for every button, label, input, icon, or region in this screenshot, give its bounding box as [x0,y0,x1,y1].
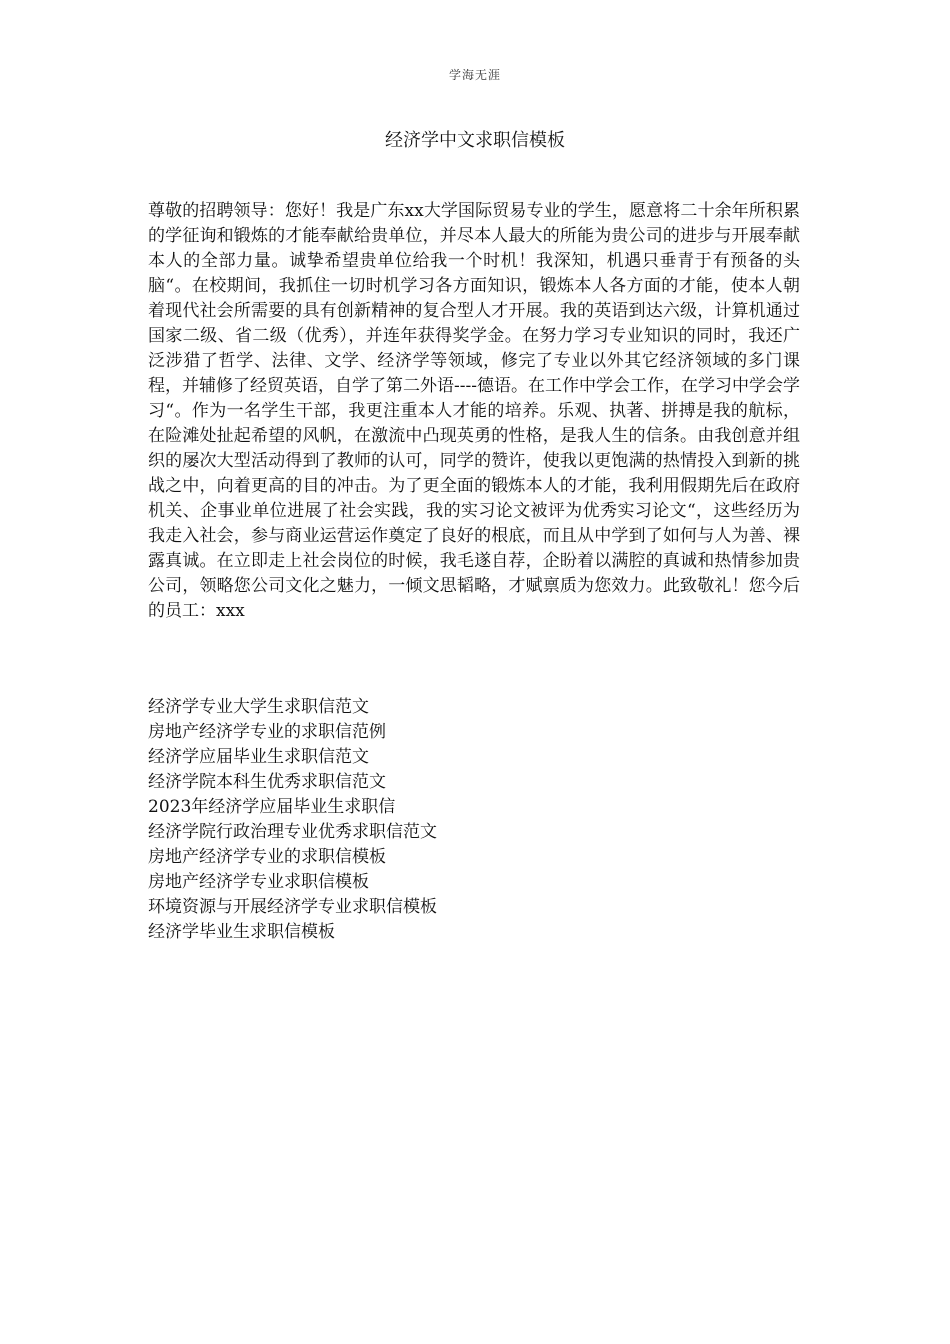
letter-body: 尊敬的招聘领导：您好！我是广东xx大学国际贸易专业的学生，愿意将二十余年所积累的学征询和锻炼的才能奉献给贵单位，并尽本人最大的所能为贵公司的进步与开展奉献本人的全部力量。诚挚希望贵单位给我一个时机！我深知，机遇只垂青于有预备的头脑“。在校期间，我抓住一切时机学习各方面知识，锻炼本人各方面的才能，使本人朝着现代社会所需要的具有创新精神的复合型人才开展。我的英语到达六级，计算机通过国家二级、省二级（优秀），并连年获得奖学金。在努力学习专业知识的同时，我还广泛涉猎了哲学、法律、文学、经济学等领域，修完了专业以外其它经济领域的多门课程，并辅修了经贸英语，自学了第二外语----德语。在工作中学会工作，在学习中学会学习“。作为一名学生干部，我更注重本人才能的培养。乐观、执著、拼搏是我的航标，在险滩处扯起希望的风帆，在激流中凸现英勇的性格，是我人生的信条。由我创意并组织的屡次大型活动得到了教师的认可，同学的赞许，使我以更饱满的热情投入到新的挑战之中，向着更高的目的冲击。为了更全面的锻炼本人的才能，我利用假期先后在政府机关、企事业单位进展了社会实践，我的实习论文被评为优秀实习论文“，这些经历为我走入社会，参与商业运营运作奠定了良好的根底，而且从中学到了如何与人为善、裸露真诚。在立即走上社会岗位的时候，我毛遂自荐，企盼着以满腔的真诚和热情参加贵公司，领略您公司文化之魅力，一倾文思韬略，才赋禀质为您效力。此致敬礼！您今后的员工：xxx [148,201,800,621]
related-articles-list [148,695,800,945]
related-article-item: 经济学毕业生求职信模板 [148,922,335,942]
related-article-item: 房地产经济学专业求职信模板 [148,872,369,892]
related-article-item: 经济学院本科生优秀求职信范文 [148,772,386,792]
related-article-item: 经济学应届毕业生求职信范文 [148,747,369,767]
page-header: 学海无涯 [448,68,501,82]
related-article-item: 经济学院行政治理专业优秀求职信范文 [148,822,437,842]
related-article-item: 房地产经济学专业的求职信范例 [148,722,386,742]
document-title: 经济学中文求职信模板 [385,130,565,151]
related-article-item: 房地产经济学专业的求职信模板 [148,847,386,867]
related-article-item: 经济学专业大学生求职信范文 [148,697,369,717]
related-article-item: 环境资源与开展经济学专业求职信模板 [148,897,437,917]
related-article-item: 2023年经济学应届毕业生求职信 [148,797,396,817]
